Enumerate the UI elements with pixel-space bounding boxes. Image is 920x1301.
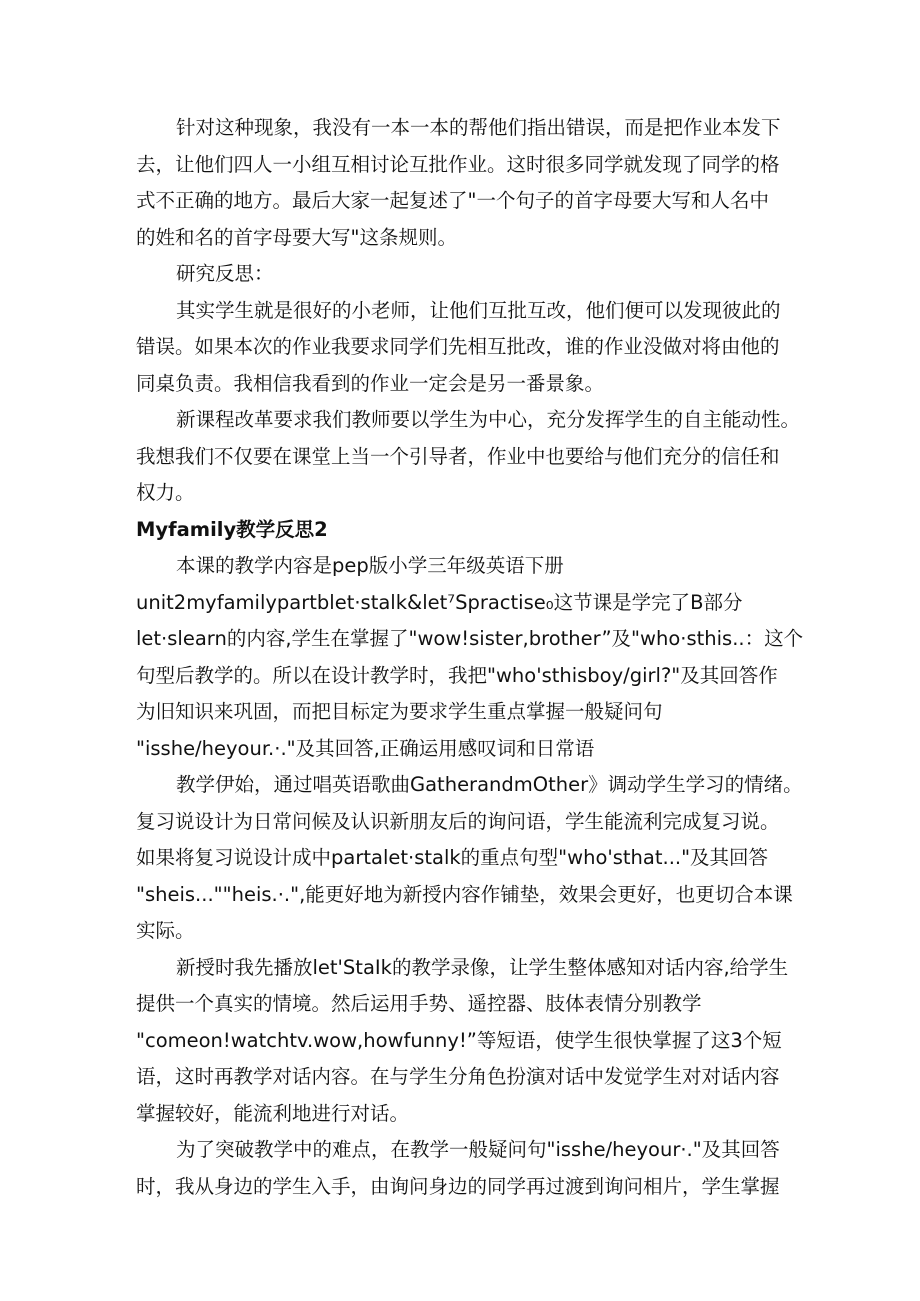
text-line: 针对这种现象，我没有一本一本的帮他们指出错误，而是把作业本发下 xyxy=(176,116,781,139)
text-line: 同桌负责。我相信我看到的作业一定会是另一番景象。 xyxy=(136,371,605,395)
text-line: 本课的教学内容是pep版小学三年级英语下册 xyxy=(176,554,564,577)
paragraph-new-teaching xyxy=(136,950,804,1133)
text-line: 如果将复习说设计成中partalet·stalk的重点句型"who'sthat..."及其回答 xyxy=(136,846,769,869)
text-line: let·slearn的内容,学生在掌握了"wow!sister,brother”及"who·sthis..：这个 xyxy=(136,627,804,650)
text-line: unit2myfamilypartblet·stalk&let⁷Spractise₀这节课是学完了B部分 xyxy=(136,590,743,614)
text-line: 提供一个真实的情境。然后运用手势、遥控器、肢体表情分别教学 xyxy=(136,992,702,1015)
paragraph-lesson-content xyxy=(136,548,804,767)
text-line: 新授时我先播放let'StaIk的教学录像，让学生整体感知对话内容,给学生 xyxy=(176,955,789,979)
reflection-label: 研究反思： xyxy=(176,262,274,285)
text-line: 句型后教学的。所以在设计教学时，我把"who'sthisboy/girl?"及其回答作 xyxy=(136,663,778,687)
paragraph-peer-correction xyxy=(136,110,804,256)
text-line: 我想我们不仅要在课堂上当一个引导者，作业中也要给与他们充分的信任和 xyxy=(136,444,780,468)
text-line: "isshe∕heyour.·."及其回答,正确运用感叹词和日常语 xyxy=(136,736,595,760)
document-page xyxy=(136,110,804,1205)
text-line: "comeon!watchtv.wow,howfunny!”等短语，使学生很快掌握了这3个短 xyxy=(136,1028,782,1052)
text-line: 掌握较好，能流利地进行对话。 xyxy=(136,1101,410,1125)
text-line: 权力。 xyxy=(136,481,195,504)
text-line: 时，我从身边的学生入手，由询问身边的同学再过渡到询问相片，学生掌握 xyxy=(136,1174,780,1198)
section-heading: Myfamily教学反思2 xyxy=(136,517,328,541)
paragraph-curriculum-reform xyxy=(136,402,804,512)
text-line: 式不正确的地方。最后大家一起复述了"一个句子的首字母要大写和人名中 xyxy=(136,189,769,212)
text-line: 新课程改革要求我们教师要以学生为中心，充分发挥学生的自主能动性。 xyxy=(176,408,801,431)
text-line: 语，这时再教学对话内容。在与学生分角色扮演对话中发觉学生对对话内容 xyxy=(136,1065,780,1088)
text-line: 教学伊始，通过唱英语歌曲GatherandmOther》调动学生学习的情绪。 xyxy=(176,773,803,796)
text-line: 的姓和名的首字母要大写"这条规则。 xyxy=(136,225,457,249)
text-line: 去，让他们四人一小组互相讨论互批作业。这时很多同学就发现了同学的格 xyxy=(136,152,780,176)
paragraph-little-teachers xyxy=(136,293,804,403)
text-line: 实际。 xyxy=(136,919,195,942)
text-line: 为了突破教学中的难点，在教学一般疑问句"isshe∕heyour·."及其回答 xyxy=(176,1138,780,1161)
text-line: 为旧知识来巩固，而把目标定为要求学生重点掌握一般疑问句 xyxy=(136,700,663,723)
text-line: "sheis...""heis.·.",能更好地为新授内容作铺垫，效果会更好，也更切合本课 xyxy=(136,882,793,906)
text-line: 错误。如果本次的作业我要求同学们先相互批改，谁的作业没做对将由他的 xyxy=(136,335,780,358)
text-line: 其实学生就是很好的小老师，让他们互批互改，他们便可以发现彼此的 xyxy=(176,298,781,322)
paragraph-difficult-points xyxy=(136,1132,804,1205)
reflection-label-paragraph xyxy=(136,256,804,293)
text-line: 复习说设计为日常问候及认识新朋友后的询问语，学生能流利完成复习说。 xyxy=(136,809,780,833)
paragraph-lesson-opening xyxy=(136,767,804,950)
